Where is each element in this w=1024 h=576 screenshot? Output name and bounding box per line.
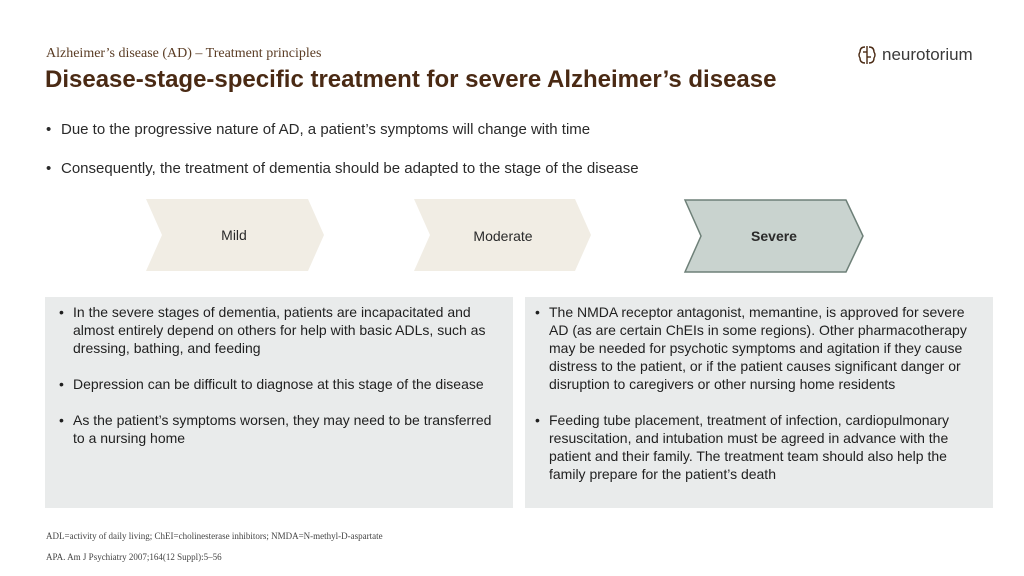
stage-label-mild: Mild bbox=[221, 227, 247, 243]
left-box-bullet: • Depression can be difficult to diagnose at this stage of the disease bbox=[57, 375, 501, 393]
left-box-bullet: • As the patient’s symptoms worsen, they may need to be transferred to a nursing home bbox=[57, 411, 501, 447]
intro-bullet: • Consequently, the treatment of dementia should be adapted to the stage of the disease bbox=[46, 159, 986, 179]
logo-text: neurotorium bbox=[882, 45, 973, 64]
right-box-bullet: • The NMDA receptor antagonist, memantine, is approved for severe AD (as are certain ChEIs in some regions). Other pharmacotherapy may be needed for psychotic symptoms and agitation if they cause distress to the patient, or if the patient causes significant danger or disruption to caregivers or other nursing home residents bbox=[533, 303, 981, 393]
intro-bullet: • Due to the progressive nature of AD, a patient’s symptoms will change with time bbox=[46, 120, 986, 140]
left-info-box bbox=[45, 297, 513, 508]
stage-label-moderate: Moderate bbox=[473, 228, 533, 244]
left-box-bullet: • In the severe stages of dementia, patients are incapacitated and almost entirely depend on others for help with basic ADLs, such as dressing, bathing, and feeding bbox=[57, 303, 501, 357]
section-label: Alzheimer’s disease (AD) – Treatment principles bbox=[46, 46, 322, 61]
right-box-bullet: • Feeding tube placement, treatment of infection, cardiopulmonary resuscitation, and intubation must be agreed in advance with the patient and their family. The treatment team should also help the family prepare for the patient’s death bbox=[533, 411, 981, 483]
abbreviations-footnote: ADL=activity of daily living; ChEI=cholinesterase inhibitors; NMDA=N-methyl-D-aspartate bbox=[46, 531, 383, 541]
reference-footnote: APA. Am J Psychiatry 2007;164(12 Suppl):5–56 bbox=[46, 552, 222, 562]
right-info-box bbox=[525, 297, 993, 508]
page-title: Disease-stage-specific treatment for severe Alzheimer’s disease bbox=[45, 66, 777, 93]
stage-label-severe: Severe bbox=[751, 228, 797, 244]
